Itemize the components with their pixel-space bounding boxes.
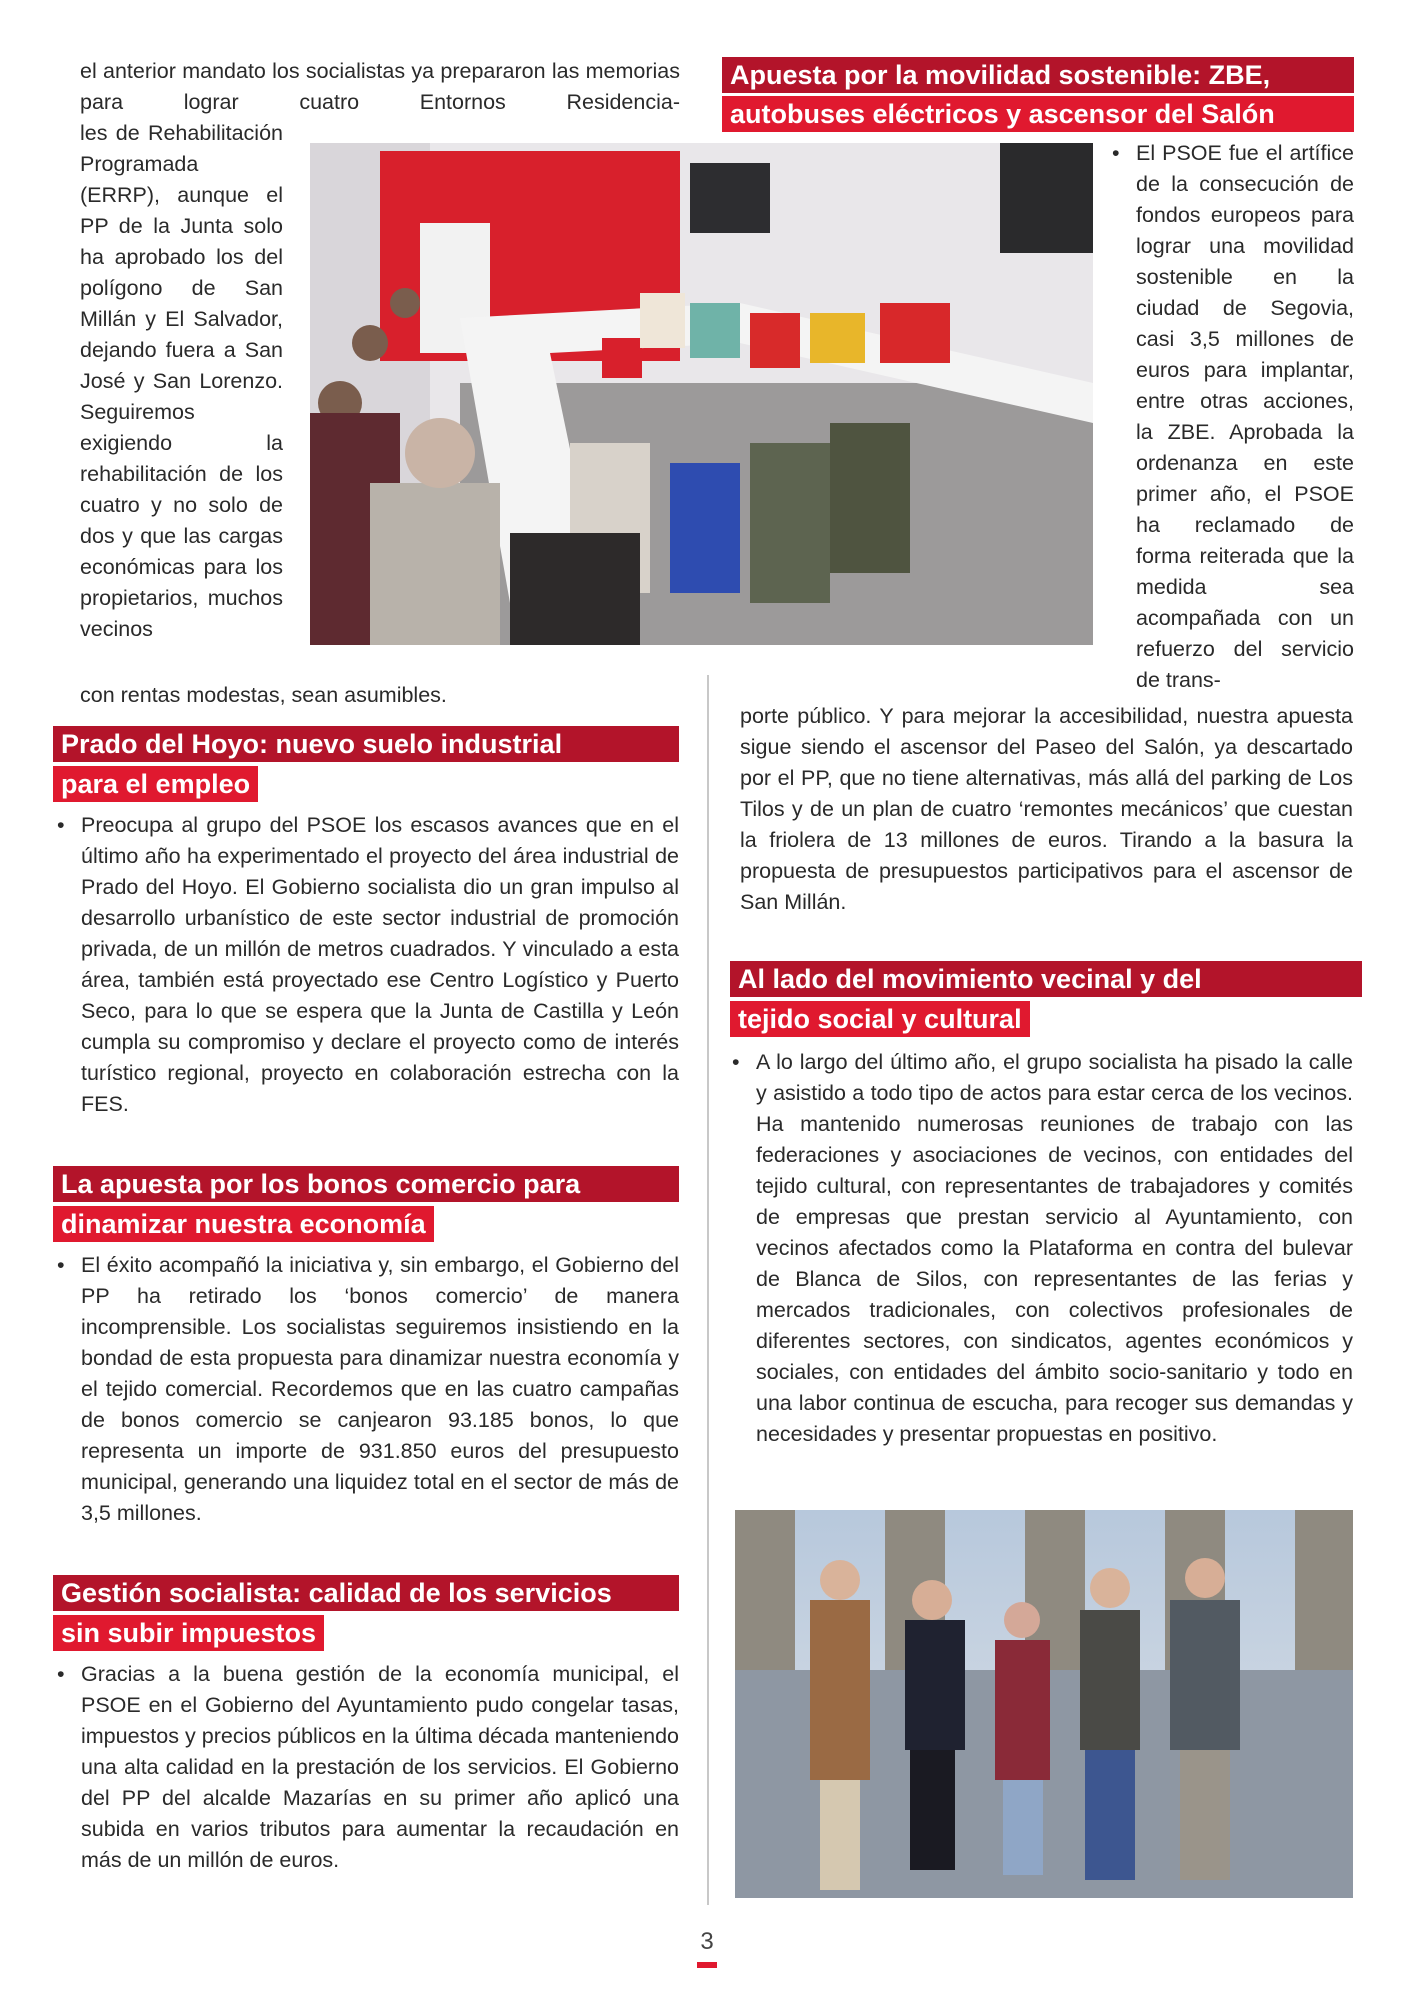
- intro-text-narrow: les de Rehabilitación Programada (ERRP), aunque el PP de la Junta solo ha aprobado los del polígono de San Millán y El Salvador, dejando fuera a San José y San Lorenzo. Seguiremos exigiendo la rehabilitación de los cuatro y no solo de dos y que las cargas económicas para los propietarios, muchos vecinos: [80, 121, 283, 641]
- intro-text-end: con rentas modestas, sean asumibles.: [80, 683, 447, 707]
- prado-body: • Preocupa al grupo del PSOE los escasos avances que en el último año ha experimentado el proyecto del área industrial de Prado del Hoyo. El Gobierno socialista dio un gran impulso al desarrollo urbanístico de este sector industrial de promoción privada, de un millón de metros cuadrados. Y vinculado a esta área, también está proyectado ese Centro Logístico y Puerto Seco, para lo que se espera que la Junta de Castilla y León cumpla su compromiso y declare el proyecto como de interés turístico regional, proyecto en colaboración estrecha con la FES.: [57, 810, 679, 1120]
- section-title-bonos-line1: La apuesta por los bonos comercio para: [53, 1166, 679, 1202]
- gestion-body: • Gracias a la buena gestión de la economía municipal, el PSOE en el Gobierno del Ayuntamiento pudo congelar tasas, impuestos y precios públicos en la última década manteniendo una alta calidad en la prestación de los servicios. El Gobierno del PP del alcalde Mazarías en su primer año aplicó una subida en varios tributos para aumentar la recaudación en más de un millón de euros.: [57, 1659, 679, 1876]
- page-number-marker: [697, 1962, 717, 1968]
- bonos-body: • El éxito acompañó la iniciativa y, sin embargo, el Gobierno del PP ha retirado los ‘bonos comercio’ de manera incomprensible. Los socialistas seguiremos insistiendo en la bondad de esta propuesta para dinamizar nuestra economía y el tejido comercial. Recordemos que en las cuatro campañas de bonos comercio se canjearon 93.185 bonos, lo que representa un importe de 931.850 euros del presupuesto municipal, generando una liquidez total en el sector de más de 3,5 millones.: [57, 1250, 679, 1529]
- column-divider: [707, 675, 709, 1905]
- section-title-bonos-line2: dinamizar nuestra economía: [53, 1206, 434, 1242]
- movilidad-body-wide: porte público. Y para mejorar la accesibilidad, nuestra apuesta sigue siendo el ascensor del Paseo del Salón, ya descartado por el PP, que no tiene alternativas, más allá del parking de Los Tilos y de un plan de cuatro ‘remontes mecánicos’ que cuestan la friolera de 13 millones de euros. Tirando a la basura la propuesta de presupuestos participativos para el ascensor de San Millán.: [740, 704, 1353, 914]
- intro-text-full: el anterior mandato los socialistas ya prepararon las memorias para lograr cuatro Entornos Residencia-: [80, 59, 680, 114]
- section-title-vecinal-line1: Al lado del movimiento vecinal y del: [730, 961, 1362, 997]
- meeting-photo: [310, 143, 1093, 645]
- section-title-gestion-line1: Gestión socialista: calidad de los servicios: [53, 1575, 679, 1611]
- section-title-vecinal-line2: tejido social y cultural: [730, 1001, 1030, 1037]
- movilidad-body-narrow: • El PSOE fue el artífice de la consecución de fondos europeos para lograr una movilidad sostenible en la ciudad de Segovia, casi 3,5 millones de euros para implantar, entre otras acciones, la ZBE. Aprobada la ordenanza en este primer año, el PSOE ha reclamado de forma reiterada que la medida sea acompañada con un refuerzo del servicio de trans-: [1112, 138, 1354, 696]
- page-number: 3: [700, 1928, 714, 1955]
- vecinal-body: • A lo largo del último año, el grupo socialista ha pisado la calle y asistido a todo tipo de actos para estar cerca de los vecinos. Ha mantenido numerosas reuniones de trabajo con las federaciones y asociaciones de vecinos, con entidades del tejido cultural, con representantes de trabajadores y comités de empresas que prestan servicio al Ayuntamiento, con vecinos afectados como la Plataforma en contra del bulevar de Blanca de Silos, con representantes de las ferias y mercados tradicionales, con colectivos profesionales de diferentes sectores, con sindicatos, agentes económicos y sociales, con entidades del ámbito socio-sanitario y todo en una labor continua de escucha, para recoger sus demandas y necesidades y presentar propuestas en positivo.: [732, 1047, 1353, 1450]
- group-photo: [735, 1510, 1353, 1898]
- section-title-movilidad-line1: Apuesta por la movilidad sostenible: ZBE,: [722, 57, 1354, 93]
- section-title-prado-line2: para el empleo: [53, 766, 258, 802]
- section-title-prado-line1: Prado del Hoyo: nuevo suelo industrial: [53, 726, 679, 762]
- section-title-movilidad-line2: autobuses eléctricos y ascensor del Salón: [722, 96, 1354, 132]
- section-title-gestion-line2: sin subir impuestos: [53, 1615, 324, 1651]
